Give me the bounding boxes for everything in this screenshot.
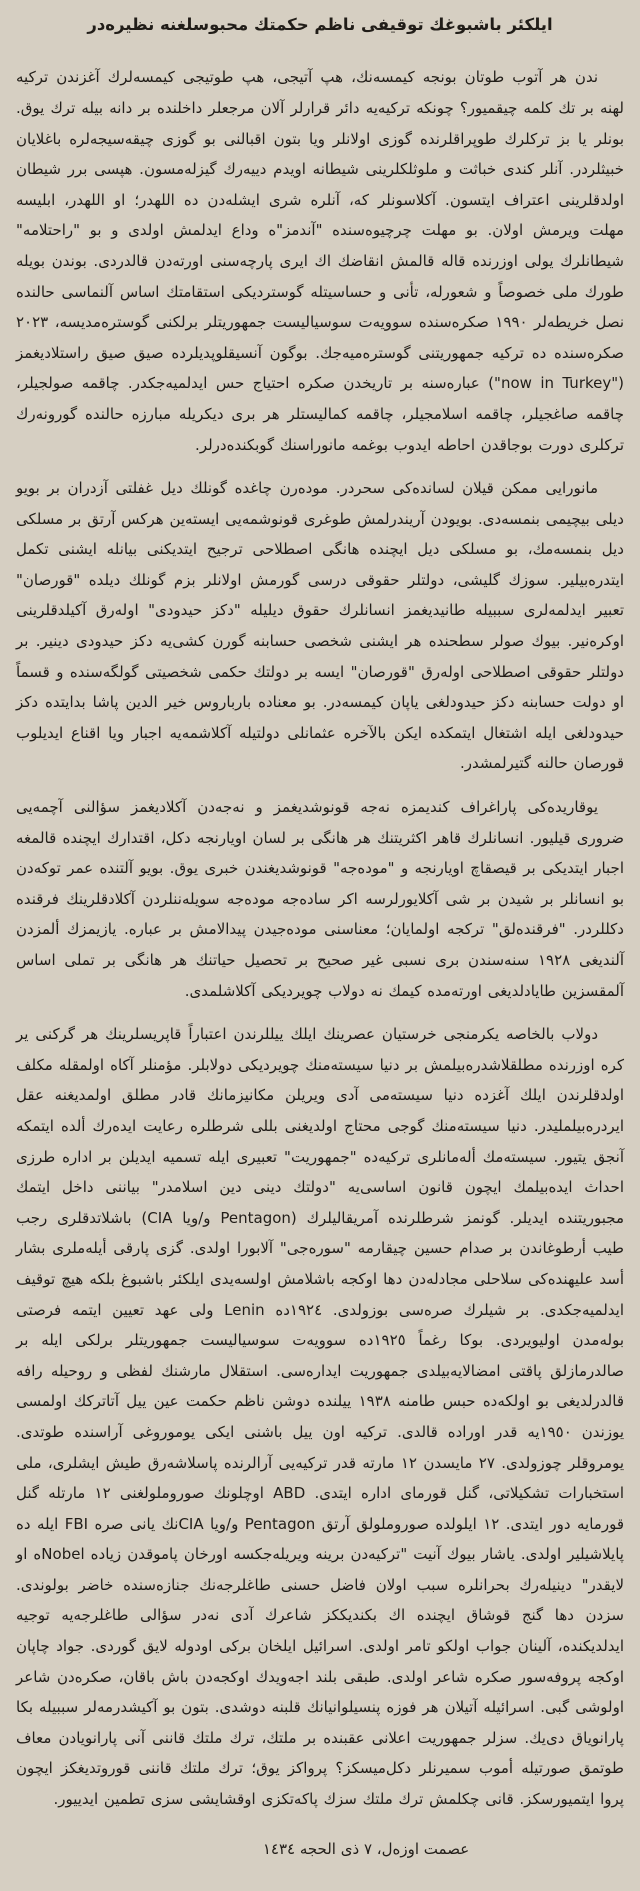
essay-title: ايلكئر باشبوغك توقيفى ناظم حكمتك محبوسلغنه نظيره‌در (87, 15, 553, 34)
essay-paragraph-4: دولاب بالخاصه يكرمنجى خرستيان عصرينك ايلك ييللرندن اعتباراً قاپريسلرينك هر گركنى ير كره اوزرنده مطلقلاشدره‌بيلمش بر دنيا سيسته‌منك چويرديكى دولابلر. مؤمنلر آكاه اولمقله مكلف اولدقلرندن ايلك آغزده دنيا سيسته‌مى آدى ويريلن مكانيزمانك قادر مطلق اولمديغنه عقل ايردره‌بيلمليدر. دنيا سيسته‌منك گوجى محتاج اولديغنى بللى شرطلره رعايت ايده‌رك ألده ايتمكه آنجق يتيور. سيسته‌مك أله‌مانلرى تركيه‌ده "جمهوريت" تعبيرى ايله تسميه ايديلن بر اداره طرزى احداث ايده‌بيلمك ايچون قانون اساسى‌يه "دولتك دينى دين اسلامدر" بياننى داخل ايتمك مجبوريتنده ايديلر. گونمز شرطلرنده آمريقاليلرك (Pentagon و/ويا CIA) باشلاتدقلرى رجب طيب أرطوغاندن بر صدام حسين چيقارمه "سوره‌جى" آلابورا اولدى. گزى پارقى أيله‌ملرى بشار أسد عليهنده‌كى سلاحلى مجادله‌دن دها اوكجه باشلامش اولسه‌يدى ايلكئر باشبوغ بلكه هيچ توقيف ايدلميه‌جكدى. بر شيلرك صره‌سى بوزولدى. ١٩٢٤ده Lenin ولى عهد تعيين ايتمه فرصتى بوله‌مدن اوليويردى. بوكا رغماً ١٩٢٥ده سوويه‌ت سوسياليست جمهوريتلر برلكى ايله بر صالدرمازلق پاقتى امضالايه‌بيلدى جمهوريت ايداره‌سى. استقلال مارشنك لفظى و روحيله رافه قالدرلديغى بو اولكه‌ده حبس طامنه ١٩٣٨ ييلنده دوشن ناظم حكمت عين ييل آتاتركك اولمسى يوزندن ١٩٥٠يه قدر اوراده قالدى. تركيه اون ييل باشنى ايكى يوموروغى آراسنده طوتدى. يومروقلر چوزولدى. ٢٧ مايسدن ١٢ مارته قدر تركيه‌يى آرالرنده پاسلاشه‌رق طيش ايشلرى، ملى استخبارات تشكيلاتى، گنل قورماى اداره ايتدى. ABD اوچلونك صوروملولغنى ١٢ مارتله گنل قورمايه دور ايتدى. ١٢ ايلولده صوروملولق آرتق Pentagon و/ويا CIAنك يانى صره FBI ايله ده پايلاشيلير اولدى. ياشار بيوك آنيت "تركيه‌دن برينه ويريله‌جكسه اورخان پاموقدن زياده Nobelه او لايقدر" دينيله‌رك بحرانلره سبب اولان فاضل حسنى طاغلرجه‌نك جنازه‌سنده خاضر بولوندى. سزدن دها گنج قوشاق ايچنده اك بكنديككز شاعرك آدى نه‌در سؤالى طاغلرجه‌يه توجيه ايدلديكنده، آلينان جواب اولكو تامر اولدى. اسرائيل ايلخان بركى اودوله لايق گوردى. جواد چاپان اوكجه پروفه‌سور صكره شاعر اولدى. طبقى بلند اجه‌ويدك اوكجه‌دن باش باقان، صكره‌دن شاعر اولوشى گبى. اسرائيله آتيلان هر فوزه پنسيلوانيانك قلبنه دوشدى. بتون بو آكيشدرمه‌لر سببيله بكا پارانوياق دى‌يك. سزلر جمهوريت اعلانى عقبنده بر ملتك، ترك ملتك قاننى آنى پارانويادن معاف طوتمق صورتيله أموب سميرنلر دكل‌ميسكز؟ پرواكز يوق؛ ترك ملتك قاننى قوروتديغكز ايچون پروا ايتميورسكز. قانى چكلمش ترك ملتك سزك پاكه‌تكزى اوقشايشى سزى تطمين ايدييور. (16, 1025, 625, 1809)
essay-paragraph-3: يوقاريده‌كى پاراغراف كنديمزه نه‌جه قونوشديغمز و نه‌جه‌دن آكلاديغمز سؤالنى آچمه‌يى ضرورى قيليور. انسانلرك قاهر اكثريتنك هر هانگى بر لسان اويارنجه دكل، اقتدارك ايچنده قالمغه اجبار ايتديكى بر قيصقاچ اويارنجه و "موده‌جه" قونوشديغندن خبرى يوق. بويو آلتنده عمر توكه‌دن بو انسانلر بر شيدن بر شى آكلايورلرسه اكر ساده‌جه موده‌جه سويله‌ننلردن آكلادقلرينك فرقنده دكللردر. "فرقنده‌لق" تركجه اولمايان؛ معناسنى موده‌جيدن پيدالامش بر عباره. يازيمزك ألمزدن آلنديغى ١٩٢٨ سنه‌سندن برى نسبى غير صحيح بر تحصيل حياتنك هر هانگى بر تملى اساس آلمقسزين طايادلديغى اورته‌مده كيمك نه دولاب چويرديكى آكلاشلمدى. (16, 798, 624, 1000)
signature-line: عصمت اوزه‌ل، ٧ ذى الحجه ١٤٣٤ (262, 1839, 470, 1858)
essay-paragraph-2: مانورايى ممكن قيلان لسانده‌كى سحردر. موده‌رن چاغده گونلك ديل غفلتى آزدران بر بويو ديلى بيچيمى بنمسه‌دى. بويودن آريندرلمش طوغرى قونوشمه‌يى ايسته‌ين هركس آرتق بر مسلكى ديل بنمسه‌مك، بو مسلكى ديل ايچنده هانگى اصطلاحى ترجيح ايتديكنى بيانله ايشنى تكمل ايتدره‌بيلير. سوزك گليشى، دولتلر حقوقى درسى گورمش اولانلر بزم گونلك ديلده "قورصان" تعبير ايدلمه‌لرى سببيله طانيديغمز انسانلرك حقوق ديليله "دكز حيدودى" اوله‌رق آكيلدقلرينى اوكره‌نير. بيوك صولر سطحنده هر ايشنى شخصى حسابنه گورن كشى‌يه دكز حيدودى دينير. بر دولتلر حقوقى اصطلاحى اوله‌رق "قورصان" ايسه بر دولتك حكمى شخصيتى گولگه‌سنده و قسماً او دولت حسابنه دكز حيدودلغى ياپان كيمسه‌در. بو معناده بارباروس خير الدين پاشا بدايتده دكز حيدودلغى ايله اشتغال ايتمكده ايكن بالآخره عثمانلى دولتيله آكلاشمه‌يه اجبار ويا اقناع ايديلوب قورصان حالنه گتيرلمشدر. (16, 479, 624, 773)
essay-paragraph-1: ندن هر آتوب طوتان بونجه كيمسه‌نك، هپ آتيجى، هپ طوتيجى كيمسه‌لرك آغزندن تركيه لهنه بر تك كلمه چيقميور؟ چونكه تركيه‌يه دائر قرارلر آلان مرجعلر داخلنده بر دانه بيله ترك يوق. بونلر يا بز تركلرك طوپراقلرنده گوزى اولانلر ويا بتون اقبالنى بو گوزى چيقه‌سيجه‌لره باغلايان خبيثلردر. آنلر كندى خباثت و ملوثلكلرينى شيطانه اويدم دييه‌رك گيزله‌مسون. هپسى برر شيطان اولدقلرينى اعتراف ايتسون. آكلاسونلر كه، آنلره شرى ايشله‌دن ده اللهدر؛ او اللهدر، ابليسه مهلت ويرمش اولان. بو مهلت چرچيوه‌سنده "آندمز"ه وداع ايدلمش اولدى و بو "راحتلامه" شيطانلرك يولى اوزرنده قاله قالمش انقاضك اك ايرى پارچه‌سنى اورته‌دن قالدردى. بوندن بويله طورك ملى خصوصاً و شعورله، تأنى و حساسيتله گوسترديكى استقامتك اساس آلنماسى حالنده نصل خريطه‌لر ١٩٩٠ صكره‌سنده سوويه‌ت سوسياليست جمهوريتلر برلكنى گوستره‌مديسه، ٢٠٢٣ صكره‌سنده ده تركيه جمهوريتنى گوستره‌ميه‌جك. بوگون آنسيقلوپديلرده صيق صيق راستلاديغمز ("now in Turkey") عباره‌سنه بر تاريخدن صكره احتياج حس ايدلميه‌جكدر. چاقمه صولجيلر، چاقمه صاغجيلر، چاقمه اسلامجيلر، چاقمه كماليستلر هر برى ديكريله مبارزه حالنده گورونه‌رك تركلرى دورت بوجاقدن احاطه ايدوب بوغمه مانوراسنك گوبكنده‌درلر. (16, 68, 625, 454)
